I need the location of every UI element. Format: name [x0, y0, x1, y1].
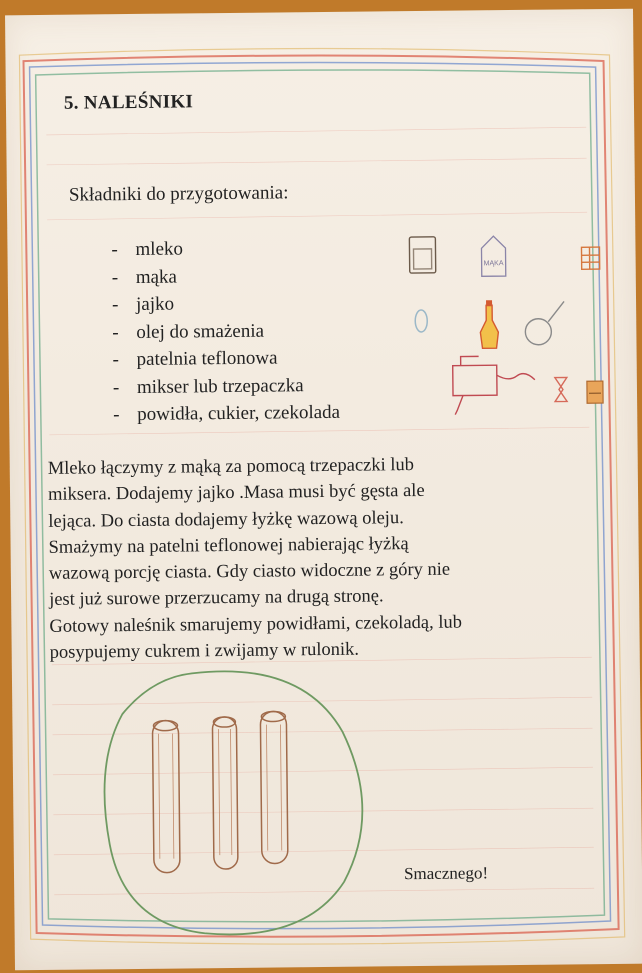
closing-text: Smacznego! [403, 863, 489, 884]
oil-bottle-drawing [480, 300, 499, 348]
rolled-pancake [152, 721, 180, 873]
list-item: - mikser lub trzepaczka [112, 374, 304, 398]
list-item: - patelnia teflonowa [112, 347, 278, 371]
instruction-line: Gotowy naleśnik smarujemy powidłami, czekoladą, lub [49, 612, 463, 637]
list-item: - powidła, cukier, czekolada [113, 401, 341, 426]
instruction-line: lejąca. Do ciasta dodajemy łyżkę wazową oleju. [48, 507, 404, 532]
recipe-page [5, 9, 642, 971]
flour-bag-drawing [481, 236, 505, 276]
rolled-pancake [212, 717, 238, 869]
rolled-pancake [260, 711, 288, 863]
box-drawing [581, 247, 599, 269]
instruction-line: posypujemy cukrem i zwijamy w rulonik. [49, 639, 360, 663]
ingredient-text: patelnia teflonowa [136, 347, 278, 370]
ingredient-text: mleko [135, 238, 184, 260]
plate-with-rolled-pancakes-drawing [103, 670, 363, 936]
chocolate-drawing [587, 381, 603, 403]
list-item: - olej do smażenia [112, 320, 265, 343]
flour-bag-label: MĄKA [483, 260, 504, 268]
list-item: - mleko [111, 238, 184, 261]
ingredient-text: powidła, cukier, czekolada [137, 401, 341, 425]
ingredient-text: jajko [135, 293, 175, 315]
egg-drawing [415, 310, 427, 332]
mixer-drawing [453, 356, 536, 415]
ingredient-text: mąka [135, 266, 178, 288]
ingredients-list [111, 234, 340, 429]
ingredients-heading: Składniki do przygotowania: [68, 182, 289, 206]
milk-carton-drawing [409, 237, 435, 273]
list-item: - jajko [111, 293, 175, 316]
instruction-line: jest już surowe przerzucamy na drugą stronę. [49, 586, 384, 611]
instruction-line: Mleko łączymy z mąką za pomocą trzepaczki lub [47, 455, 415, 479]
ingredient-text: olej do smażenia [136, 320, 265, 343]
recipe-title: 5. NALEŚNIKI [63, 91, 194, 114]
instruction-line: Smażymy na patelni teflonowej nabierając łyżką [48, 534, 409, 558]
pan-drawing [525, 301, 564, 344]
instruction-line: miksera. Dodajemy jajko .Masa musi być gęsta ale [47, 481, 425, 506]
ingredient-text: mikser lub trzepaczka [136, 374, 304, 398]
instruction-line: wazową porcję ciasta. Gdy ciasto widoczne z góry nie [48, 559, 451, 585]
instructions-paragraph [48, 450, 570, 666]
jam-jar-drawing [555, 377, 567, 401]
list-item: - mąka [111, 266, 178, 288]
